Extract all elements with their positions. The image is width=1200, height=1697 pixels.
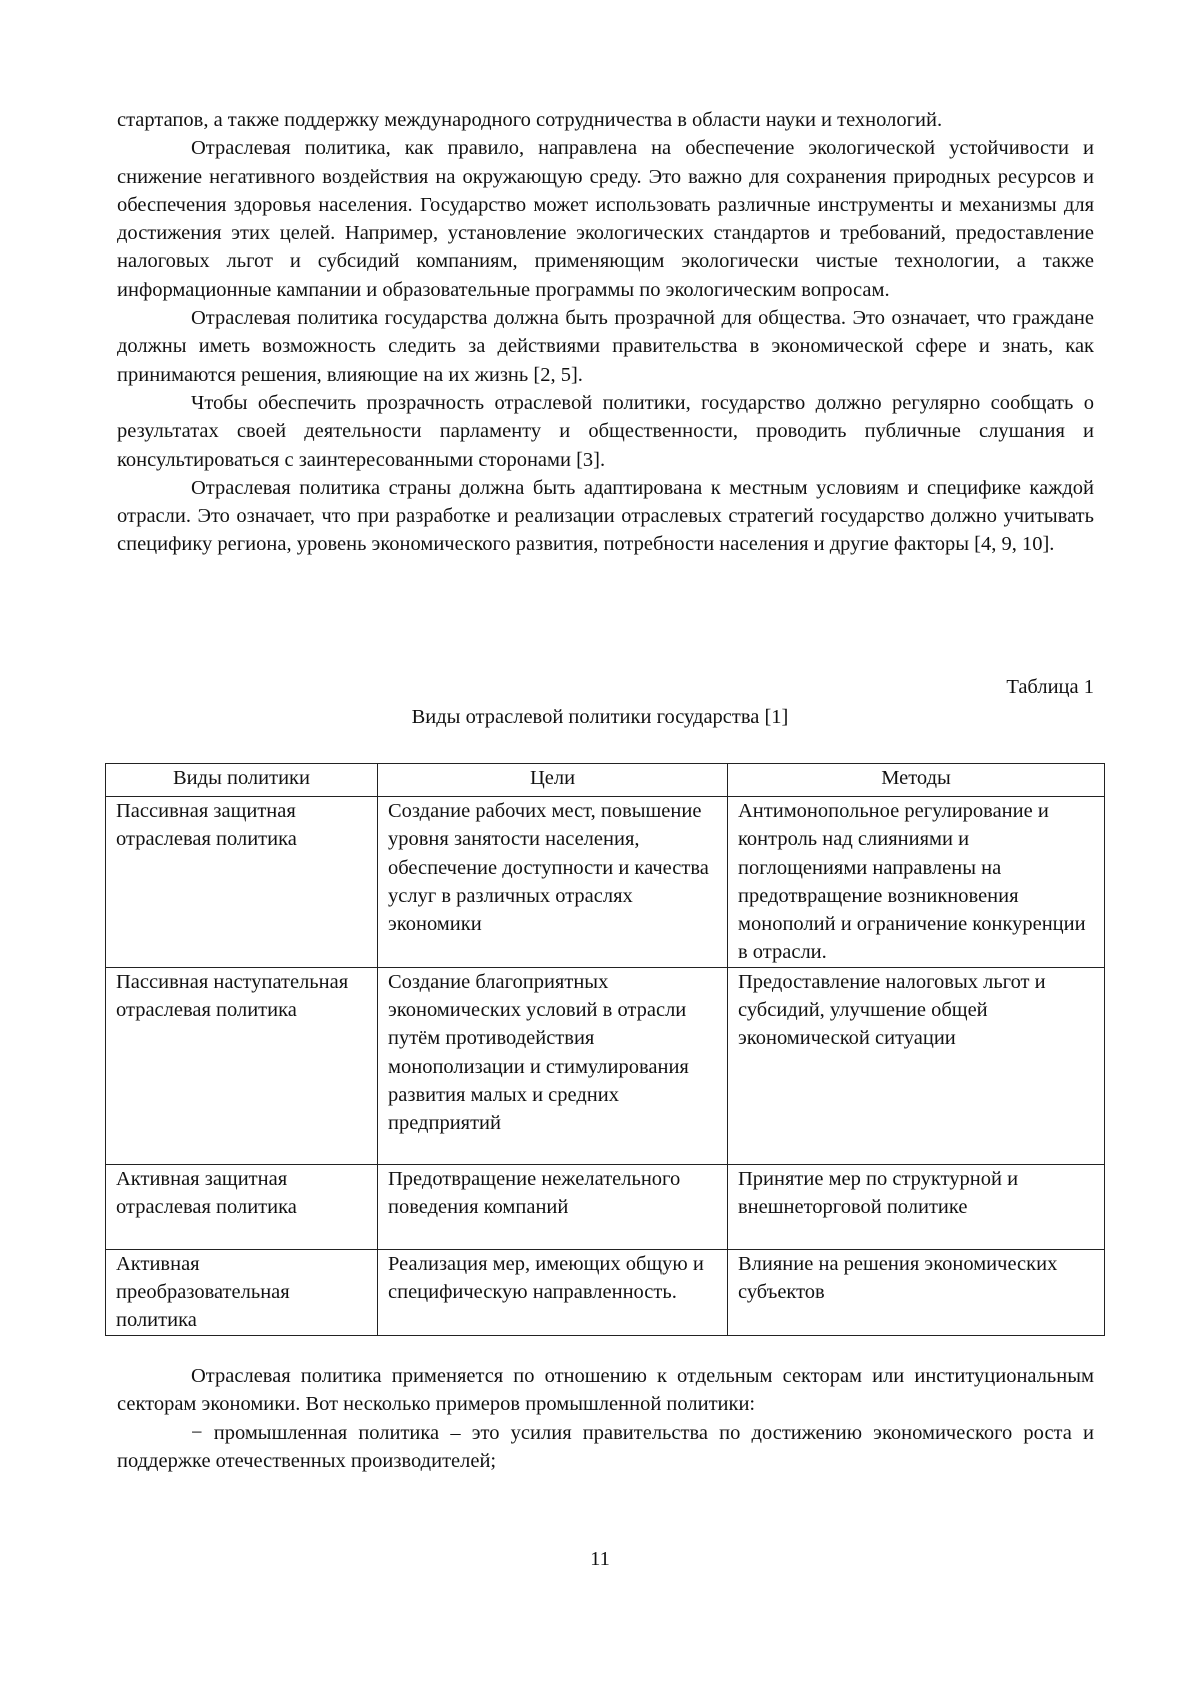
table-cell: Пассивная защитная отраслевая политика — [106, 797, 378, 968]
table-cell: Активная преобразовательная политика — [106, 1249, 378, 1335]
table-cell: Активная защитная отраслевая политика — [106, 1164, 378, 1249]
table-row — [106, 1249, 1105, 1335]
paragraph: Отраслевая политика, как правило, направлена на обеспечение экологической устойчивости и снижение негативного воздействия на окружающую среду. Это важно для сохранения природных ресурсов и обеспечения здоровья населения. Государство может использовать различные инструменты и механизмы для достижения этих целей. Например, установление экологических стандартов и требований, предоставление налоговых льгот и субсидий компаниям, применяющим экологически чистые технологии, а также информационные кампании и образовательные программы по экологическим вопросам. — [117, 134, 1094, 304]
table-cell: Пассивная наступательная отраслевая политика — [106, 967, 378, 1164]
paragraph: Отраслевая политика страны должна быть адаптирована к местным условиям и специфике каждой отрасли. Это означает, что при разработке и реализации отраслевых стратегий государство должно учитывать специфику региона, уровень экономического развития, потребности населения и другие факторы [4, 9, 10]. — [117, 474, 1094, 559]
paragraph: Чтобы обеспечить прозрачность отраслевой политики, государство должно регулярно сообщать о результатах своей деятельности парламенту и общественности, проводить публичные слушания и консультироваться с заинтересованными сторонами [3]. — [117, 389, 1094, 474]
list-item: − промышленная политика – это усилия правительства по достижению экономического роста и поддержке отечественных производителей; — [117, 1419, 1094, 1476]
policy-types-table — [105, 763, 1105, 1336]
table-cell: Предоставление налоговых льгот и субсидий, улучшение общей экономической ситуации — [728, 967, 1105, 1164]
table-cell: Создание рабочих мест, повышение уровня занятости населения, обеспечение доступности и качества услуг в различных отраслях экономики — [378, 797, 728, 968]
column-header: Виды политики — [106, 764, 378, 797]
paragraph: стартапов, а также поддержку международного сотрудничества в области науки и технологий. — [117, 106, 1094, 134]
table-row — [106, 1164, 1105, 1249]
paragraph: Отраслевая политика применяется по отношению к отдельным секторам или институциональным секторам экономики. Вот несколько примеров промышленной политики: — [117, 1362, 1094, 1419]
table-number: Таблица 1 — [1006, 676, 1094, 699]
table-header-row — [106, 764, 1105, 797]
body-text-bottom — [117, 1362, 1094, 1475]
table-cell: Принятие мер по структурной и внешнеторговой политике — [728, 1164, 1105, 1249]
column-header: Цели — [378, 764, 728, 797]
table-cell: Антимонопольное регулирование и контроль над слияниями и поглощениями направлены на предотвращение возникновения монополий и ограничение конкуренции в отрасли. — [728, 797, 1105, 968]
column-header: Методы — [728, 764, 1105, 797]
table-row — [106, 967, 1105, 1164]
table-cell: Предотвращение нежелательного поведения компаний — [378, 1164, 728, 1249]
table-row — [106, 797, 1105, 968]
table-cell: Влияние на решения экономических субъектов — [728, 1249, 1105, 1335]
table-cell: Реализация мер, имеющих общую и специфическую направленность. — [378, 1249, 728, 1335]
body-text-top — [117, 106, 1094, 559]
table-cell: Создание благоприятных экономических условий в отрасли путём противодействия монополизации и стимулирования развития малых и средних предприятий — [378, 967, 728, 1164]
paragraph: Отраслевая политика государства должна быть прозрачной для общества. Это означает, что граждане должны иметь возможность следить за действиями правительства в экономической сфере и знать, как принимаются решения, влияющие на их жизнь [2, 5]. — [117, 304, 1094, 389]
page-number: 11 — [0, 1548, 1200, 1571]
table-caption: Виды отраслевой политики государства [1] — [0, 706, 1200, 729]
